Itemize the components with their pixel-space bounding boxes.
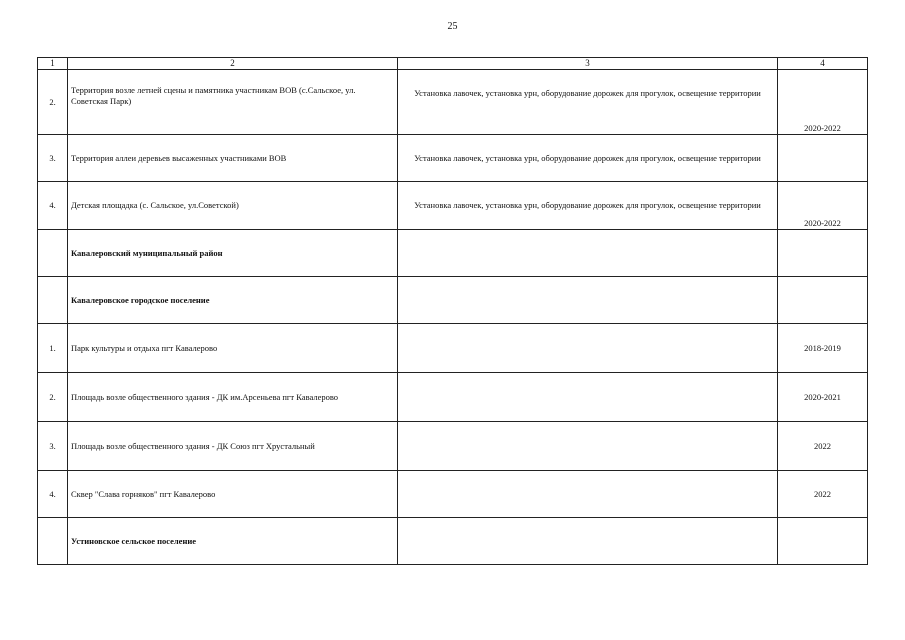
row-number: 4.: [38, 471, 68, 518]
implementation-years: [778, 518, 868, 565]
implementation-years: 2020-2022: [778, 70, 868, 135]
implementation-years: [778, 230, 868, 277]
planned-works: [398, 518, 778, 565]
table-row: [38, 230, 868, 277]
table-row: [38, 135, 868, 182]
implementation-years: [778, 135, 868, 182]
row-number: 3.: [38, 422, 68, 471]
planned-works: [398, 230, 778, 277]
territory-name: Площадь возле общественного здания - ДК Союз пгт Хрустальный: [68, 422, 398, 471]
planned-works: [398, 373, 778, 422]
row-number: 3.: [38, 135, 68, 182]
territory-name: Детская площадка (с. Сальское, ул.Советской): [68, 182, 398, 230]
implementation-years: 2020-2022: [778, 182, 868, 230]
table-row: [38, 324, 868, 373]
implementation-years: [778, 277, 868, 324]
table-row: [38, 471, 868, 518]
territory-name: Территория возле летней сцены и памятника участникам ВОВ (с.Сальское, ул. Советская Парк): [68, 70, 398, 135]
row-number: 2.: [38, 373, 68, 422]
header-col-2: 2: [68, 58, 398, 70]
table-row: [38, 422, 868, 471]
row-number: 1.: [38, 324, 68, 373]
planned-works: Установка лавочек, установка урн, оборудование дорожек для прогулок, освещение территории: [398, 182, 778, 230]
row-number: [38, 518, 68, 565]
table-row: [38, 182, 868, 230]
territory-name: Площадь возле общественного здания - ДК им.Арсеньева пгт Кавалерово: [68, 373, 398, 422]
row-number: 2.: [38, 70, 68, 135]
header-col-3: 3: [398, 58, 778, 70]
header-col-4: 4: [778, 58, 868, 70]
page-number: 25: [447, 21, 458, 32]
row-number: 4.: [38, 182, 68, 230]
planned-works: Установка лавочек, установка урн, оборудование дорожек для прогулок, освещение территории: [398, 135, 778, 182]
implementation-years: 2020-2021: [778, 373, 868, 422]
territory-name: Территория аллеи деревьев высаженных участниками ВОВ: [68, 135, 398, 182]
table-row: [38, 518, 868, 565]
table-row: [38, 277, 868, 324]
territory-name: Парк культуры и отдыха пгт Кавалерово: [68, 324, 398, 373]
table-header-row: [38, 58, 868, 70]
planned-works: [398, 471, 778, 518]
row-number: [38, 277, 68, 324]
planned-works: [398, 324, 778, 373]
planned-works: Установка лавочек, установка урн, оборудование дорожек для прогулок, освещение территории: [398, 70, 778, 135]
implementation-years: 2018-2019: [778, 324, 868, 373]
settlement-section-title: Устиновское сельское поселение: [68, 518, 398, 565]
planned-works: [398, 422, 778, 471]
table-row: [38, 70, 868, 135]
header-col-1: 1: [38, 58, 68, 70]
implementation-years: 2022: [778, 422, 868, 471]
table-row: [38, 373, 868, 422]
territory-name: Сквер "Слава горняков" пгт Кавалерово: [68, 471, 398, 518]
district-section-title: Кавалеровский муниципальный район: [68, 230, 398, 277]
implementation-years: 2022: [778, 471, 868, 518]
planned-works: [398, 277, 778, 324]
settlement-section-title: Кавалеровское городское поселение: [68, 277, 398, 324]
improvement-table: [37, 57, 868, 565]
row-number: [38, 230, 68, 277]
